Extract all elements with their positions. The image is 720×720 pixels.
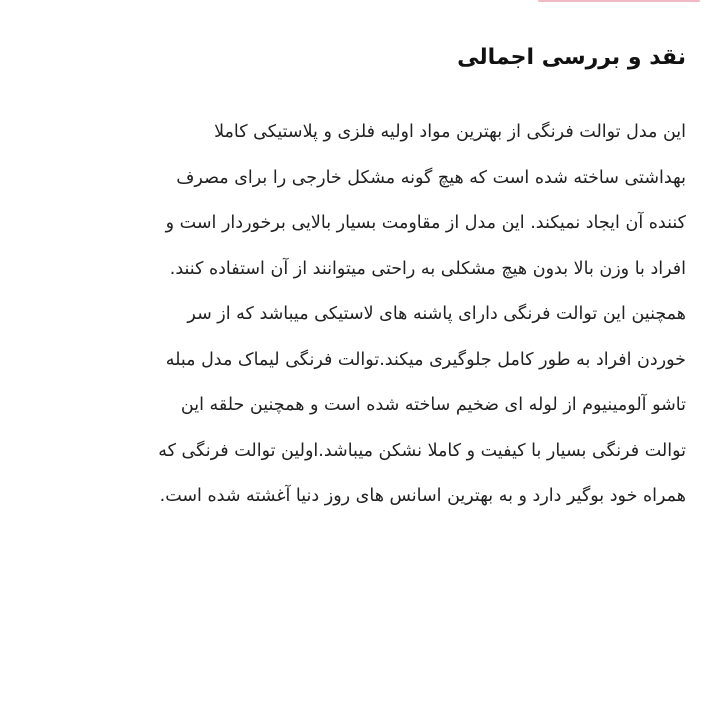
- review-line: این مدل توالت فرنگی از بهترین مواد اولیه فلزی و پلاستیکی کاملا: [214, 122, 686, 142]
- review-line: همراه خود بوگیر دارد و به بهترین اسانس های روز دنیا آغشته شده است.: [159, 486, 686, 506]
- review-line: همچنین این توالت فرنگی دارای پاشنه های لاستیکی میباشد که از سر: [187, 304, 686, 324]
- review-line: بهداشتی ساخته شده است که هیچ گونه مشکل خارجی را برای مصرف: [176, 167, 686, 188]
- review-line: کننده آن ایجاد نمیکند. این مدل از مقاومت بسیار بالایی برخوردار است و: [165, 213, 686, 233]
- top-accent-bar: [538, 0, 700, 2]
- review-line: توالت فرنگی بسیار با کیفیت و کاملا نشکن میباشد.اولین توالت فرنگی که: [158, 440, 686, 461]
- review-line: خوردن افراد به طور کامل جلوگیری میکند.توالت فرنگی لیماک مدل مبله: [165, 349, 686, 370]
- review-line: تاشو آلومینیوم از لوله ای ضخیم ساخته شده است و همچنین حلقه این: [180, 395, 686, 415]
- review-section: [30, 38, 686, 520]
- review-line: افراد با وزن بالا بدون هیچ مشکلی به راحتی میتوانند از آن استفاده کنند.: [169, 258, 686, 279]
- section-title: نقد و بررسی اجمالی: [457, 45, 686, 70]
- review-body: [30, 110, 686, 520]
